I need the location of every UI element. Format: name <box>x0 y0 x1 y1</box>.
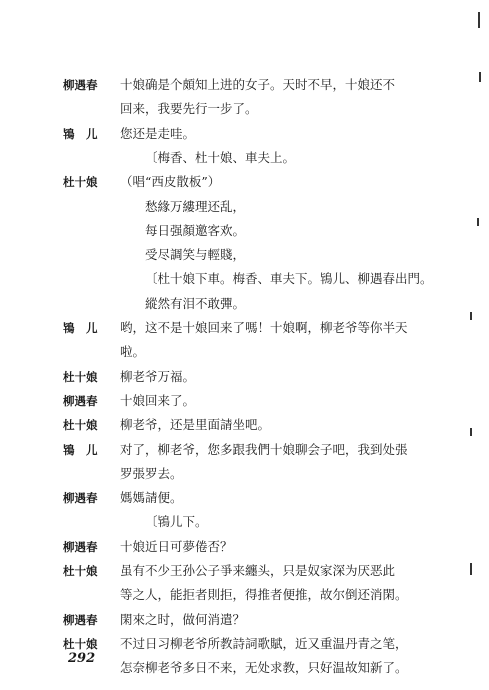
script-line <box>0 486 489 510</box>
dialogue-text: 柳老爷，还是里面請坐吧。 <box>120 417 271 433</box>
dialogue-text: 怎奈柳老爷多日不来，无处求教，只好温故知新了。 <box>120 660 408 676</box>
speaker-name: 柳遇春 <box>63 393 98 408</box>
script-line <box>0 583 489 607</box>
speaker-name: 柳遇春 <box>63 612 98 627</box>
dialogue-text: 十娘确是个頗知上进的女子。天时不早，十娘还不 <box>120 77 396 92</box>
script-line <box>0 389 489 413</box>
script-line <box>0 316 489 340</box>
scan-mark <box>470 563 472 575</box>
dialogue-text: 十娘回来了。 <box>120 392 196 408</box>
speaker-name: 鴇 儿 <box>63 321 98 335</box>
dialogue-text: 对了，柳老爷，您多跟我們十娘聊会子吧，我到处張 <box>120 441 408 457</box>
scan-mark <box>477 218 479 226</box>
dialogue-text: 不过日习柳老爷所教詩詞歌賦，近又重温丹青之笔， <box>120 635 408 651</box>
script-line <box>0 365 489 389</box>
script-line <box>0 559 489 583</box>
script-line <box>0 510 489 534</box>
scan-mark <box>470 428 472 436</box>
script-line <box>0 146 489 170</box>
speaker-name: 鴇 儿 <box>63 442 98 457</box>
speaker-name: 杜十娘 <box>63 175 98 190</box>
dialogue-text: 柳老爷万福。 <box>120 368 196 384</box>
dialogue-text: （唱“西皮散板”） <box>120 174 221 190</box>
dialogue-text: 媽媽請便。 <box>120 490 183 506</box>
sung-verse: 縱然有泪不敢彈。 <box>145 295 246 311</box>
script-line <box>0 73 489 97</box>
speaker-name: 鴇 儿 <box>63 126 98 141</box>
script-line <box>0 97 489 121</box>
scan-mark <box>479 72 481 82</box>
page-number: 292 <box>68 651 96 666</box>
script-line <box>0 438 489 462</box>
speaker-name: 杜十娘 <box>63 369 98 384</box>
script-line <box>0 195 489 219</box>
dialogue-text: 您还是走哇。 <box>120 125 196 141</box>
scan-mark <box>470 312 472 320</box>
speaker-name: 柳遇春 <box>63 491 98 506</box>
stage-direction: 〔鴇儿下。 <box>145 514 208 530</box>
sung-verse: 受尽調笑与輕賤， <box>145 247 246 263</box>
script-line <box>0 413 489 437</box>
speaker-name: 杜十娘 <box>63 564 98 578</box>
stage-direction: 〔杜十娘下車。梅香、車夫下。鴇儿、柳遇春出門。 <box>145 271 433 287</box>
script-line <box>0 122 489 146</box>
sung-verse: 每日强顏邀客欢。 <box>145 222 246 238</box>
script-line <box>0 170 489 194</box>
dialogue-text: 啦。 <box>120 344 146 360</box>
script-line <box>0 267 489 291</box>
script-line <box>0 219 489 243</box>
speaker-name: 柳遇春 <box>63 78 98 92</box>
script-line <box>0 340 489 364</box>
speaker-name: 杜十娘 <box>63 418 98 433</box>
dialogue-text: 回来，我要先行一步了。 <box>120 101 258 117</box>
speaker-name: 柳遇春 <box>63 539 98 554</box>
script-line <box>0 608 489 632</box>
speaker-name: 杜十娘 <box>63 636 98 651</box>
sung-verse: 愁緣万縷理还乱， <box>145 198 246 214</box>
script-line <box>0 243 489 267</box>
dialogue-text: 哟，这不是十娘回来了嗎！十娘啊，柳老爷等你半天 <box>120 320 408 335</box>
script-line <box>0 462 489 486</box>
dialogue-text: 閑來之时，做何消遣？ <box>120 611 246 627</box>
stage-direction: 〔梅香、杜十娘、車夫上。 <box>145 149 296 165</box>
script-line <box>0 292 489 316</box>
dialogue-text: 罗張罗去。 <box>120 465 183 481</box>
script-line <box>0 535 489 559</box>
dialogue-text: 十娘近日可夢倦否？ <box>120 538 233 554</box>
dialogue-text: 等之人，能拒者則拒，得推者便推，故尔倒还消閑。 <box>120 587 408 603</box>
dialogue-text: 虽有不少王孙公子爭来纏头，只是奴家深为厌恶此 <box>120 563 396 578</box>
scan-mark <box>478 12 480 28</box>
